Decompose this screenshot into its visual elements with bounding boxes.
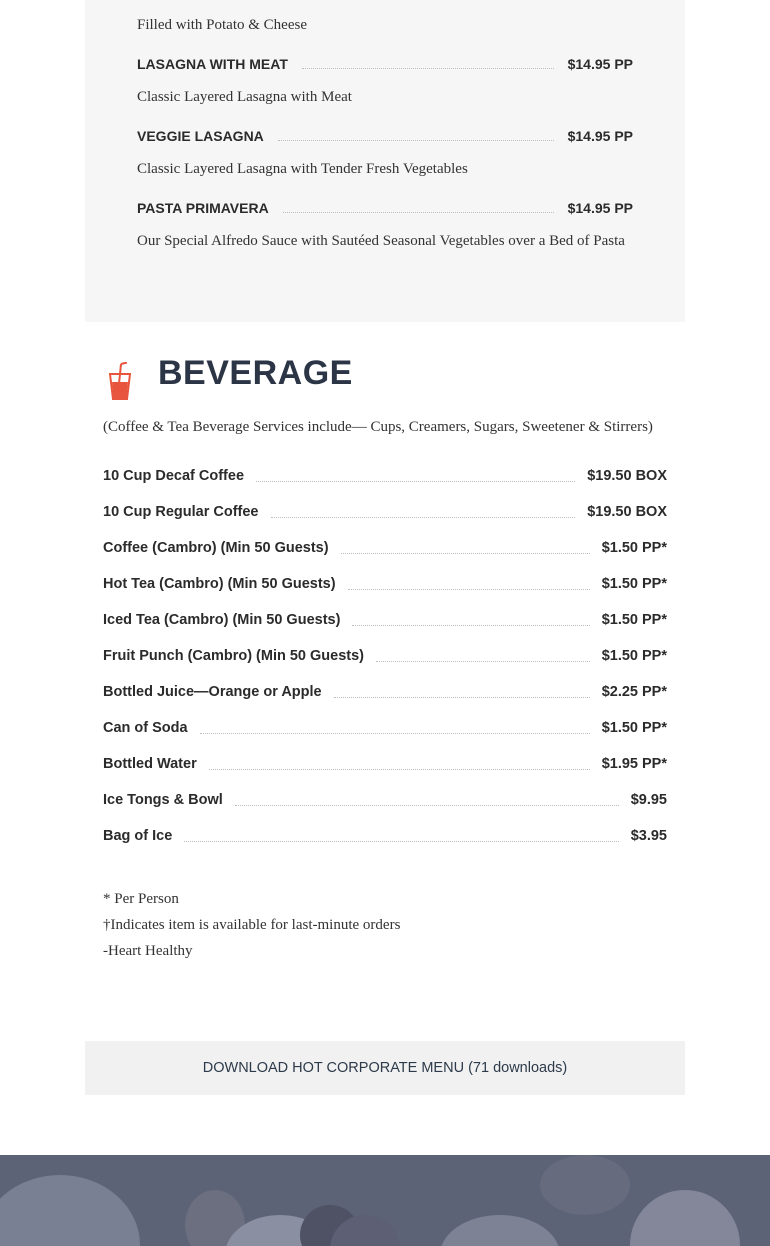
footnote-last-minute: †Indicates item is available for last-minute orders [103,917,401,933]
item-name: VEGGIE LASAGNA [137,128,264,144]
item-name: LASAGNA WITH MEAT [137,56,288,72]
leader-dots [352,625,589,626]
item-name: Bottled Juice—Orange or Apple [103,684,322,700]
menu-item [103,825,667,847]
item-name: 10 Cup Decaf Coffee [103,468,245,484]
section-title: BEVERAGE [158,354,353,392]
drink-cup-icon [107,362,133,400]
item-name: Hot Tea (Cambro) (Min 50 Guests) [103,576,336,592]
menu-item [103,645,667,667]
menu-item [103,573,667,595]
menu-item [103,609,667,631]
item-price: $1.50 PP* [601,720,667,736]
item-name: Can of Soda [103,720,188,736]
menu-item [103,537,667,559]
menu-item-pasta-primavera [137,198,633,218]
item-name: 10 Cup Regular Coffee [103,504,259,520]
leader-dots [271,517,576,518]
footnotes [103,886,400,964]
footnote-heart-healthy: -Heart Healthy [103,943,193,959]
item-name: Ice Tongs & Bowl [103,792,223,808]
leader-dots [184,841,618,842]
item-description: Classic Layered Lasagna with Tender Fresh Vegetables [137,161,468,177]
leader-dots [235,805,619,806]
leader-dots [283,212,554,213]
menu-item [103,465,667,487]
item-price: $9.95 [630,792,667,808]
leader-dots [278,140,554,141]
item-price: $19.50 BOX [587,468,667,484]
menu-item [103,501,667,523]
background-photo [0,1155,770,1246]
item-price: $14.95 PP [567,56,633,72]
item-price: $14.95 PP [567,128,633,144]
item-name: Coffee (Cambro) (Min 50 Guests) [103,540,329,556]
leader-dots [348,589,590,590]
leader-dots [200,733,590,734]
item-price: $1.50 PP* [601,540,667,556]
menu-item-veggie-lasagna [137,126,633,146]
leader-dots [302,68,554,69]
download-menu-button[interactable]: DOWNLOAD HOT CORPORATE MENU (71 downloads) [85,1041,685,1095]
item-price: $14.95 PP [567,200,633,216]
item-price: $2.25 PP* [601,684,667,700]
menu-item [103,789,667,811]
item-name: Bottled Water [103,756,197,772]
leader-dots [256,481,575,482]
item-price: $1.50 PP* [601,648,667,664]
item-price: $3.95 [630,828,667,844]
item-name: Bag of Ice [103,828,173,844]
item-description: Classic Layered Lasagna with Meat [137,89,352,105]
pasta-menu-panel [85,0,685,322]
menu-item [103,753,667,775]
item-price: $19.50 BOX [587,504,667,520]
leader-dots [334,697,590,698]
item-name: Fruit Punch (Cambro) (Min 50 Guests) [103,648,365,664]
footnote-per-person: * Per Person [103,891,179,907]
item-price: $1.50 PP* [601,576,667,592]
menu-item [103,717,667,739]
leader-dots [341,553,590,554]
item-description: Filled with Potato & Cheese [137,17,307,33]
menu-item-lasagna-with-meat [137,54,633,74]
leader-dots [376,661,590,662]
item-name: PASTA PRIMAVERA [137,200,269,216]
item-price: $1.95 PP* [601,756,667,772]
item-name: Iced Tea (Cambro) (Min 50 Guests) [103,612,341,628]
leader-dots [209,769,590,770]
menu-item [103,681,667,703]
item-description: Our Special Alfredo Sauce with Sautéed Seasonal Vegetables over a Bed of Pasta [137,233,625,249]
item-price: $1.50 PP* [601,612,667,628]
section-note: (Coffee & Tea Beverage Services include— Cups, Creamers, Sugars, Sweetener & Stirrers) [103,419,653,435]
